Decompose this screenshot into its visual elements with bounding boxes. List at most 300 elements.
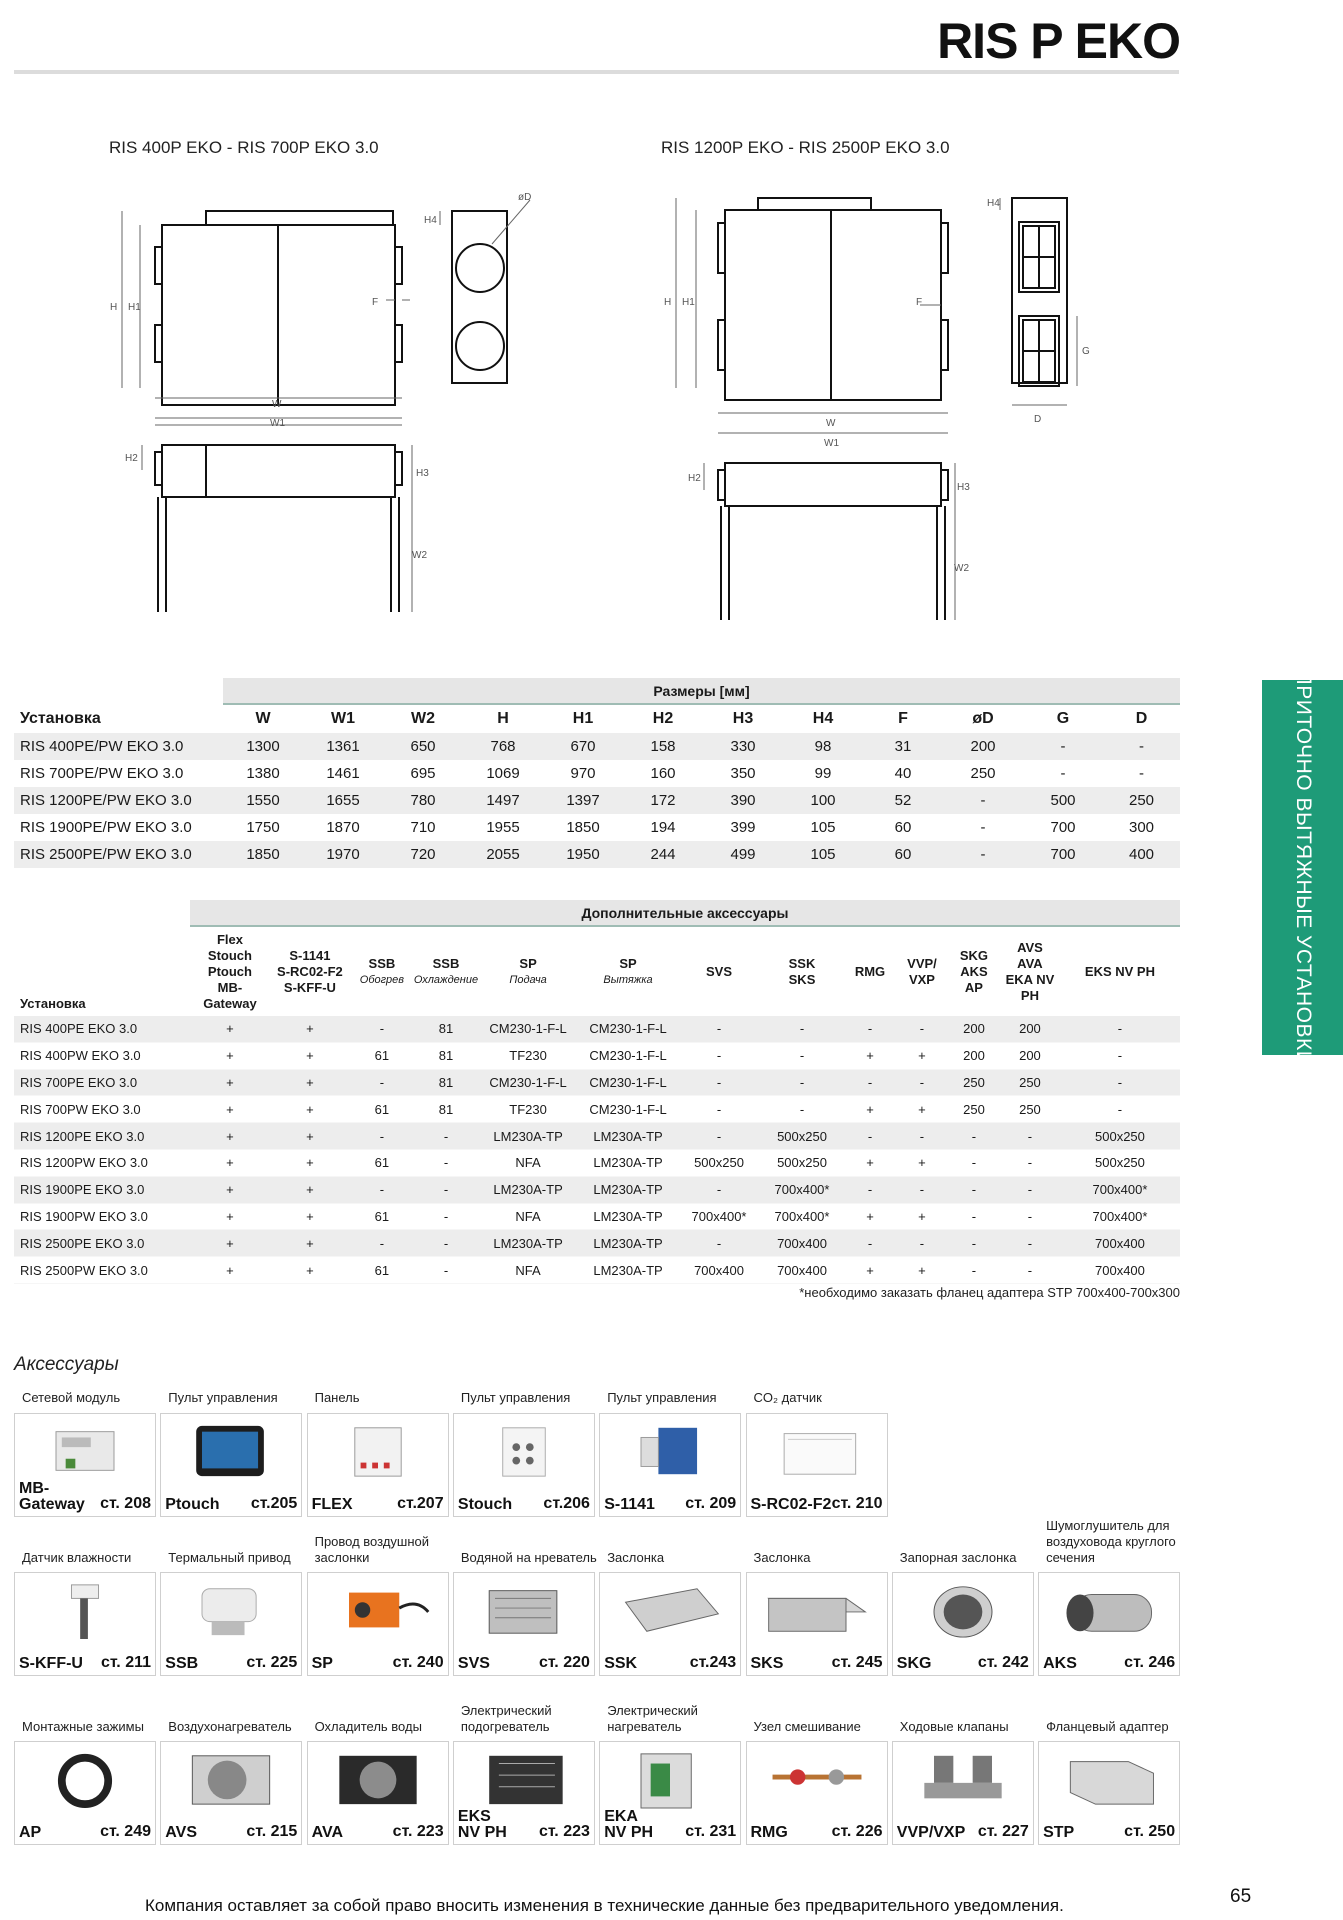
accessory-page-ref: ст. 209 bbox=[685, 1495, 737, 1512]
acc-col-header bbox=[896, 926, 948, 1016]
accessory-cell: + bbox=[896, 1042, 948, 1069]
table-row bbox=[14, 841, 1180, 868]
accessory-cell: - bbox=[678, 1096, 760, 1123]
accessory-card[interactable] bbox=[1038, 1741, 1180, 1845]
accessory-cell: - bbox=[414, 1203, 478, 1230]
dimension-cell: 105 bbox=[810, 819, 836, 836]
acc-col-label: AVS AVA EKA NV PH bbox=[1005, 939, 1055, 1003]
accessory-cell: - bbox=[896, 1016, 948, 1042]
accessory-cell: 200 bbox=[948, 1042, 1000, 1069]
dimension-cell: 98 bbox=[783, 733, 863, 760]
accessory-caption: Пульт управления bbox=[607, 1390, 717, 1405]
accessory-card[interactable] bbox=[892, 1741, 1034, 1845]
accessory-page-ref: ст.207 bbox=[397, 1495, 444, 1512]
acc-col-header bbox=[678, 926, 760, 1016]
accessory-code: SP bbox=[311, 1655, 333, 1672]
valve-icon bbox=[905, 1748, 1021, 1810]
accessory-cell: 250 bbox=[948, 1096, 1000, 1123]
accessory-card[interactable] bbox=[453, 1413, 595, 1517]
accessory-cell: + bbox=[190, 1203, 270, 1230]
accessory-cell: - bbox=[678, 1042, 760, 1069]
dimension-cell: 244 bbox=[623, 841, 703, 868]
dimension-cell: 99 bbox=[814, 765, 832, 782]
damper-actuator-icon bbox=[320, 1579, 436, 1641]
dimension-cell: - bbox=[1023, 733, 1103, 760]
accessory-cell: 700x400* bbox=[1060, 1203, 1180, 1230]
accessory-cell: 700x400 bbox=[760, 1257, 844, 1284]
accessory-caption: Ходовые клапаны bbox=[899, 1719, 1009, 1734]
accessory-cell: - bbox=[1000, 1176, 1060, 1203]
accessory-caption: Шумоглушитель для воздуховода круглого сечения bbox=[1046, 1518, 1176, 1565]
table-row bbox=[14, 1096, 1180, 1123]
accessory-cell: 700x400* bbox=[760, 1203, 844, 1230]
accessory-cell: 81 bbox=[414, 1042, 478, 1069]
accessory-cell: - bbox=[1060, 1042, 1180, 1069]
accessory-cell: 250 bbox=[948, 1069, 1000, 1096]
dimension-cell: 1361 bbox=[303, 733, 383, 760]
shutoff-damper-icon bbox=[905, 1579, 1021, 1641]
accessory-card[interactable] bbox=[160, 1741, 302, 1845]
table-row bbox=[14, 1257, 1180, 1284]
table-row bbox=[14, 1016, 1180, 1042]
dimension-cell: 60 bbox=[863, 841, 943, 868]
accessory-cell: 700x400 bbox=[760, 1230, 844, 1257]
accessory-code: SKG bbox=[896, 1655, 932, 1672]
accessory-code: AP bbox=[19, 1824, 42, 1841]
dims-col-header: H1 bbox=[572, 710, 594, 727]
dimension-cell: 500 bbox=[1023, 787, 1103, 814]
accessory-cell: + bbox=[190, 1230, 270, 1257]
flange-adapter-icon bbox=[1051, 1748, 1167, 1810]
accessories-footnote: *необходимо заказать фланец адаптера STP 700x400-700x300 bbox=[799, 1285, 1180, 1300]
acc-col-header bbox=[190, 926, 270, 1016]
accessory-cell: - bbox=[678, 1176, 760, 1203]
accessory-cell: - bbox=[844, 1069, 896, 1096]
dims-col-header: W1 bbox=[331, 710, 355, 727]
accessory-cell: 200 bbox=[948, 1016, 1000, 1042]
dimension-cell: 250 bbox=[1103, 787, 1180, 814]
accessory-cell: - bbox=[844, 1176, 896, 1203]
accessory-cell: LM230A-TP bbox=[478, 1230, 578, 1257]
dimension-cell: 300 bbox=[1128, 819, 1155, 836]
accessory-card[interactable] bbox=[307, 1572, 449, 1676]
svg-text:D: D bbox=[1034, 414, 1042, 425]
accessory-cell: + bbox=[896, 1203, 948, 1230]
accessory-page-ref: ст. 231 bbox=[685, 1823, 737, 1840]
acc-col-header bbox=[350, 926, 414, 1016]
acc-col-label: Flex Stouch Ptouch MB- Gateway bbox=[203, 931, 257, 1011]
table-row bbox=[14, 1042, 1180, 1069]
dimension-cell: 158 bbox=[623, 733, 703, 760]
accessory-cell: - bbox=[678, 1123, 760, 1150]
accessory-cell: CM230-1-F-L bbox=[578, 1042, 678, 1069]
acc-col-header bbox=[578, 926, 678, 1016]
accessory-cell: CM230-1-F-L bbox=[578, 1069, 678, 1096]
dimension-cell: 1380 bbox=[246, 765, 280, 782]
accessory-page-ref: ст. 211 bbox=[100, 1654, 151, 1671]
accessory-cell: 500x250 bbox=[760, 1149, 844, 1176]
accessory-cell: - bbox=[1000, 1230, 1060, 1257]
accessory-cell: - bbox=[414, 1257, 478, 1284]
accessory-cell: - bbox=[1000, 1149, 1060, 1176]
accessory-cell: 61 bbox=[350, 1149, 414, 1176]
unit-name-cell: RIS 400PE/PW EKO 3.0 bbox=[14, 733, 223, 760]
dimension-cell: 1550 bbox=[223, 787, 303, 814]
acc-col-label: Установка bbox=[20, 996, 86, 1011]
accessory-cell: - bbox=[760, 1042, 844, 1069]
dimension-cell: 40 bbox=[894, 765, 912, 782]
accessory-caption: Воздухонагреватель bbox=[168, 1719, 292, 1734]
accessory-cell: 81 bbox=[414, 1096, 478, 1123]
accessory-caption: Панель bbox=[314, 1390, 360, 1405]
accessory-cell: - bbox=[350, 1123, 414, 1150]
dimension-cell: 670 bbox=[543, 733, 623, 760]
large-unit-front bbox=[725, 210, 941, 400]
accessory-cell: - bbox=[350, 1230, 414, 1257]
accessory-caption: Узел смешивание bbox=[753, 1719, 861, 1734]
unit-name-cell: RIS 700PE/PW EKO 3.0 bbox=[20, 765, 184, 782]
accessory-cell: - bbox=[1000, 1123, 1060, 1150]
dimension-cell: 200 bbox=[943, 733, 1023, 760]
dimension-cell: 1955 bbox=[486, 819, 520, 836]
accessory-code: MB- Gateway bbox=[19, 1480, 85, 1513]
dimensions-table bbox=[14, 678, 1180, 868]
touch-panel-icon bbox=[173, 1420, 289, 1482]
acc-col-header bbox=[478, 926, 578, 1016]
accessory-code: SSB bbox=[165, 1655, 199, 1672]
damper-icon bbox=[612, 1579, 728, 1641]
accessory-page-ref: ст. 220 bbox=[538, 1654, 590, 1671]
acc-col-header bbox=[844, 926, 896, 1016]
accessory-cell: + bbox=[270, 1042, 350, 1069]
accessory-caption: Заслонка bbox=[607, 1550, 665, 1565]
accessory-card[interactable] bbox=[892, 1572, 1034, 1676]
accessory-cell: + bbox=[190, 1257, 270, 1284]
accessory-cell: CM230-1-F-L bbox=[578, 1096, 678, 1123]
dimension-cell: 1950 bbox=[543, 841, 623, 868]
accessory-cell: + bbox=[270, 1016, 350, 1042]
accessory-cell: + bbox=[270, 1176, 350, 1203]
dimension-cell: 399 bbox=[730, 819, 756, 836]
svg-text:H4: H4 bbox=[987, 198, 1000, 209]
accessory-caption: Пульт управления bbox=[168, 1390, 278, 1405]
accessory-cell: - bbox=[1000, 1257, 1060, 1284]
accessory-cell: - bbox=[760, 1096, 844, 1123]
acc-col-label: VVP/ VXP bbox=[907, 955, 937, 987]
svg-text:H: H bbox=[110, 302, 118, 313]
accessory-page-ref: ст.205 bbox=[250, 1495, 298, 1512]
accessory-cell: 700x400 bbox=[678, 1257, 760, 1284]
accessory-cell: - bbox=[896, 1123, 948, 1150]
accessory-cell: - bbox=[1060, 1016, 1180, 1042]
table-row bbox=[14, 1176, 1180, 1203]
accessory-card[interactable] bbox=[14, 1572, 156, 1676]
dimension-cell: 105 bbox=[783, 841, 863, 868]
accessory-cell: + bbox=[844, 1149, 896, 1176]
dimension-cell: 710 bbox=[410, 819, 436, 836]
dimension-cell: 1850 bbox=[223, 841, 303, 868]
accessory-code: SVS bbox=[457, 1655, 490, 1672]
accessory-cell: - bbox=[844, 1123, 896, 1150]
accessory-code: S-1141 bbox=[604, 1496, 655, 1513]
electric-preheater-icon bbox=[466, 1748, 582, 1810]
stouch-remote-icon bbox=[466, 1420, 582, 1482]
accessory-cell: + bbox=[270, 1257, 350, 1284]
accessories-table bbox=[14, 900, 1180, 1284]
accessory-page-ref: ст. 225 bbox=[246, 1654, 298, 1671]
accessory-card[interactable] bbox=[599, 1572, 741, 1676]
dimension-cell: - bbox=[943, 787, 1023, 814]
dimension-cell: 1461 bbox=[326, 765, 360, 782]
acc-col-sublabel: Подача bbox=[509, 973, 547, 986]
accessory-card[interactable] bbox=[160, 1572, 302, 1676]
unit-name-cell: RIS 700PE EKO 3.0 bbox=[14, 1069, 190, 1096]
dims-col-header: G bbox=[1056, 710, 1070, 727]
accessory-caption: Электрический подогреватель bbox=[460, 1703, 552, 1734]
accessories-heading: Аксессуары bbox=[14, 1354, 119, 1375]
accessory-card[interactable] bbox=[14, 1741, 156, 1845]
unit-name-cell: RIS 1200PE EKO 3.0 bbox=[14, 1123, 190, 1150]
accessory-cell: CM230-1-F-L bbox=[478, 1016, 578, 1042]
accessory-cell: + bbox=[270, 1069, 350, 1096]
accessory-code: Stouch bbox=[457, 1496, 513, 1513]
unit-name-cell: RIS 700PW EKO 3.0 bbox=[14, 1096, 190, 1123]
accessory-page-ref: ст. 245 bbox=[831, 1654, 883, 1671]
dimension-cell: 970 bbox=[570, 765, 596, 782]
accessory-card[interactable] bbox=[746, 1413, 888, 1517]
accessory-cell: - bbox=[1060, 1069, 1180, 1096]
dims-col-header: øD bbox=[972, 710, 994, 727]
accessory-code: AKS bbox=[1043, 1655, 1077, 1672]
accessory-cell: + bbox=[190, 1123, 270, 1150]
table-row bbox=[14, 1069, 1180, 1096]
accessory-cell: + bbox=[190, 1042, 270, 1069]
accessory-cell: NFA bbox=[478, 1203, 578, 1230]
accessory-cell: LM230A-TP bbox=[578, 1203, 678, 1230]
accessory-cell: LM230A-TP bbox=[578, 1149, 678, 1176]
accessory-cell: LM230A-TP bbox=[478, 1176, 578, 1203]
duct-damper-icon bbox=[759, 1579, 875, 1641]
acc-col-label: SSB bbox=[368, 955, 396, 971]
svg-text:F: F bbox=[372, 297, 379, 308]
accessory-cell: + bbox=[844, 1257, 896, 1284]
svg-text:G: G bbox=[1082, 346, 1090, 357]
accessory-cell: + bbox=[190, 1069, 270, 1096]
dimension-cell: - bbox=[1103, 733, 1180, 760]
silencer-icon bbox=[1051, 1579, 1167, 1641]
accessory-cell: + bbox=[270, 1230, 350, 1257]
accessory-cell: + bbox=[896, 1149, 948, 1176]
accessory-code: FLEX bbox=[311, 1496, 353, 1513]
flex-panel-icon bbox=[320, 1420, 436, 1482]
accessory-card[interactable] bbox=[14, 1413, 156, 1517]
accessory-cell: - bbox=[678, 1016, 760, 1042]
accessory-cell: - bbox=[414, 1176, 478, 1203]
acc-col-header bbox=[270, 926, 350, 1016]
accessory-page-ref: ст. 210 bbox=[831, 1495, 883, 1512]
accessory-cell: NFA bbox=[478, 1257, 578, 1284]
acc-col-label: SSB bbox=[432, 955, 460, 971]
acc-col-header bbox=[414, 926, 478, 1016]
dimension-cell: 1300 bbox=[223, 733, 303, 760]
accessory-card[interactable] bbox=[307, 1741, 449, 1845]
unit-name-cell: RIS 400PW EKO 3.0 bbox=[14, 1042, 190, 1069]
dims-col-header: F bbox=[898, 710, 908, 727]
accessory-card[interactable] bbox=[599, 1741, 741, 1845]
unit-name-cell: RIS 1200PE/PW EKO 3.0 bbox=[14, 787, 223, 814]
dimension-cell: 780 bbox=[383, 787, 463, 814]
acc-col-label: SKG AKS AP bbox=[959, 947, 989, 995]
unit-name-cell: RIS 2500PE EKO 3.0 bbox=[14, 1230, 190, 1257]
unit-name-cell: RIS 1900PE/PW EKO 3.0 bbox=[20, 819, 192, 836]
svg-text:H1: H1 bbox=[682, 297, 695, 308]
dimension-cell: 172 bbox=[623, 787, 703, 814]
dims-col-header: H bbox=[497, 710, 509, 727]
accessory-cell: 500x250 bbox=[1060, 1149, 1180, 1176]
accessory-cell: + bbox=[844, 1042, 896, 1069]
accessory-cell: - bbox=[760, 1016, 844, 1042]
water-heater-icon bbox=[466, 1579, 582, 1641]
accessory-caption: Монтажные зажимы bbox=[22, 1719, 144, 1734]
accessory-cell: - bbox=[678, 1069, 760, 1096]
svg-text:W2: W2 bbox=[412, 550, 427, 561]
dimension-cell: 1750 bbox=[246, 819, 280, 836]
acc-col-header bbox=[948, 926, 1000, 1016]
accessory-cell: CM230-1-F-L bbox=[578, 1016, 678, 1042]
accessory-caption: Охладитель воды bbox=[314, 1719, 422, 1734]
accessory-code: SSK bbox=[604, 1655, 638, 1672]
accessory-cell: 700x400 bbox=[1060, 1257, 1180, 1284]
page-title: RIS P EKO bbox=[937, 13, 1180, 69]
accessory-page-ref: ст.243 bbox=[689, 1654, 737, 1671]
accessory-card[interactable] bbox=[746, 1572, 888, 1676]
svg-text:W2: W2 bbox=[954, 563, 969, 574]
dimension-cell: 695 bbox=[410, 765, 436, 782]
svg-text:H2: H2 bbox=[125, 453, 138, 464]
accessory-cell: 250 bbox=[1000, 1069, 1060, 1096]
water-cooler-icon bbox=[320, 1748, 436, 1810]
dimension-cell: 60 bbox=[894, 819, 912, 836]
mounting-clamp-icon bbox=[27, 1748, 143, 1810]
accessory-caption: Фланцевый адаптер bbox=[1046, 1719, 1169, 1734]
right-drawing-label: RIS 1200P EKO - RIS 2500P EKO 3.0 bbox=[661, 138, 950, 157]
accessory-cell: + bbox=[190, 1176, 270, 1203]
accessory-card[interactable] bbox=[746, 1741, 888, 1845]
accessory-cell: + bbox=[270, 1123, 350, 1150]
dimension-cell: 1870 bbox=[326, 819, 360, 836]
accessory-card[interactable] bbox=[453, 1741, 595, 1845]
accessory-cell: - bbox=[844, 1016, 896, 1042]
acc-col-header bbox=[14, 926, 190, 1016]
dimension-cell: 1497 bbox=[463, 787, 543, 814]
accessory-cell: - bbox=[948, 1149, 1000, 1176]
electric-heater-icon bbox=[612, 1748, 728, 1810]
side-tab-label: ПРИТОЧНО ВЫТЯЖНЫЕ УСТАНОВКИ bbox=[1291, 669, 1315, 1066]
accessory-page-ref: ст. 246 bbox=[1124, 1654, 1176, 1671]
acc-group-header: Дополнительные аксессуары bbox=[190, 900, 1180, 926]
svg-text:H4: H4 bbox=[424, 215, 437, 226]
acc-col-label: SP bbox=[519, 955, 537, 971]
accessory-cell: - bbox=[948, 1123, 1000, 1150]
accessory-card[interactable] bbox=[453, 1572, 595, 1676]
accessory-cell: LM230A-TP bbox=[478, 1123, 578, 1150]
unit-name-cell: RIS 1900PE EKO 3.0 bbox=[14, 1176, 190, 1203]
accessory-cell: CM230-1-F-L bbox=[478, 1069, 578, 1096]
accessory-cell: + bbox=[190, 1016, 270, 1042]
svg-text:F: F bbox=[916, 297, 923, 308]
accessory-card[interactable] bbox=[599, 1413, 741, 1517]
accessory-cell: - bbox=[896, 1176, 948, 1203]
dimension-drawings bbox=[0, 0, 1343, 660]
accessory-caption: Провод воздушной заслонки bbox=[314, 1534, 430, 1565]
accessory-cell: - bbox=[948, 1230, 1000, 1257]
accessory-code: VVP/VXP bbox=[896, 1824, 966, 1841]
accessory-cell: - bbox=[1060, 1096, 1180, 1123]
accessory-cell: + bbox=[896, 1257, 948, 1284]
accessory-cell: 61 bbox=[350, 1042, 414, 1069]
accessory-cell: + bbox=[844, 1203, 896, 1230]
thermal-actuator-icon bbox=[173, 1579, 289, 1641]
accessory-page-ref: ст. 250 bbox=[1124, 1823, 1176, 1840]
accessory-code: S-KFF-U bbox=[19, 1655, 83, 1672]
accessory-page-ref: ст. 249 bbox=[100, 1823, 151, 1840]
unit-name-cell: RIS 1200PW EKO 3.0 bbox=[14, 1149, 190, 1176]
accessory-card[interactable] bbox=[160, 1413, 302, 1517]
accessory-cell: 700x400 bbox=[1060, 1230, 1180, 1257]
accessory-caption: Водяной на нреватель bbox=[460, 1550, 597, 1565]
dimension-cell: 1970 bbox=[303, 841, 383, 868]
dimension-cell: 350 bbox=[730, 765, 756, 782]
accessory-caption: Датчик влажности bbox=[22, 1550, 132, 1565]
svg-text:H2: H2 bbox=[688, 473, 701, 484]
accessory-cell: - bbox=[1000, 1203, 1060, 1230]
accessory-cell: NFA bbox=[478, 1149, 578, 1176]
accessory-caption: Пульт управления bbox=[460, 1390, 571, 1405]
accessory-caption: Запорная заслонка bbox=[899, 1550, 1017, 1565]
accessory-cell: 200 bbox=[1000, 1042, 1060, 1069]
accessory-cell: - bbox=[896, 1230, 948, 1257]
unit-name-cell: RIS 2500PW EKO 3.0 bbox=[14, 1257, 190, 1284]
accessory-cell: LM230A-TP bbox=[578, 1176, 678, 1203]
dims-col-header: H2 bbox=[652, 710, 674, 727]
svg-text:øD: øD bbox=[518, 192, 532, 203]
dimension-cell: 390 bbox=[703, 787, 783, 814]
accessory-card[interactable] bbox=[1038, 1572, 1180, 1676]
disclaimer-note: Компания оставляет за собой право вносить изменения в технические данные без предварительного уведомления. bbox=[145, 1896, 1064, 1915]
unit-name-cell: RIS 1900PW EKO 3.0 bbox=[14, 1203, 190, 1230]
left-drawing-label: RIS 400P EKO - RIS 700P EKO 3.0 bbox=[109, 138, 379, 157]
accessory-card[interactable] bbox=[307, 1413, 449, 1517]
dimension-cell: - bbox=[1060, 765, 1066, 782]
accessory-cell: 81 bbox=[414, 1069, 478, 1096]
accessory-cell: + bbox=[270, 1096, 350, 1123]
dimension-cell: 31 bbox=[863, 733, 943, 760]
accessory-cell: 250 bbox=[1000, 1096, 1060, 1123]
accessory-cell: TF230 bbox=[478, 1042, 578, 1069]
small-unit-top bbox=[162, 445, 395, 497]
accessory-cell: + bbox=[844, 1096, 896, 1123]
accessory-cell: 500x250 bbox=[1060, 1123, 1180, 1150]
accessory-page-ref: ст. 226 bbox=[831, 1823, 883, 1840]
acc-col-label: SVS bbox=[706, 963, 733, 979]
table-row bbox=[14, 760, 1180, 787]
accessory-cell: 61 bbox=[350, 1203, 414, 1230]
dimension-cell: 650 bbox=[383, 733, 463, 760]
dimension-cell: 1850 bbox=[566, 819, 600, 836]
accessory-cell: + bbox=[270, 1149, 350, 1176]
accessory-cell: 700x400* bbox=[678, 1203, 760, 1230]
accessory-cell: - bbox=[948, 1203, 1000, 1230]
